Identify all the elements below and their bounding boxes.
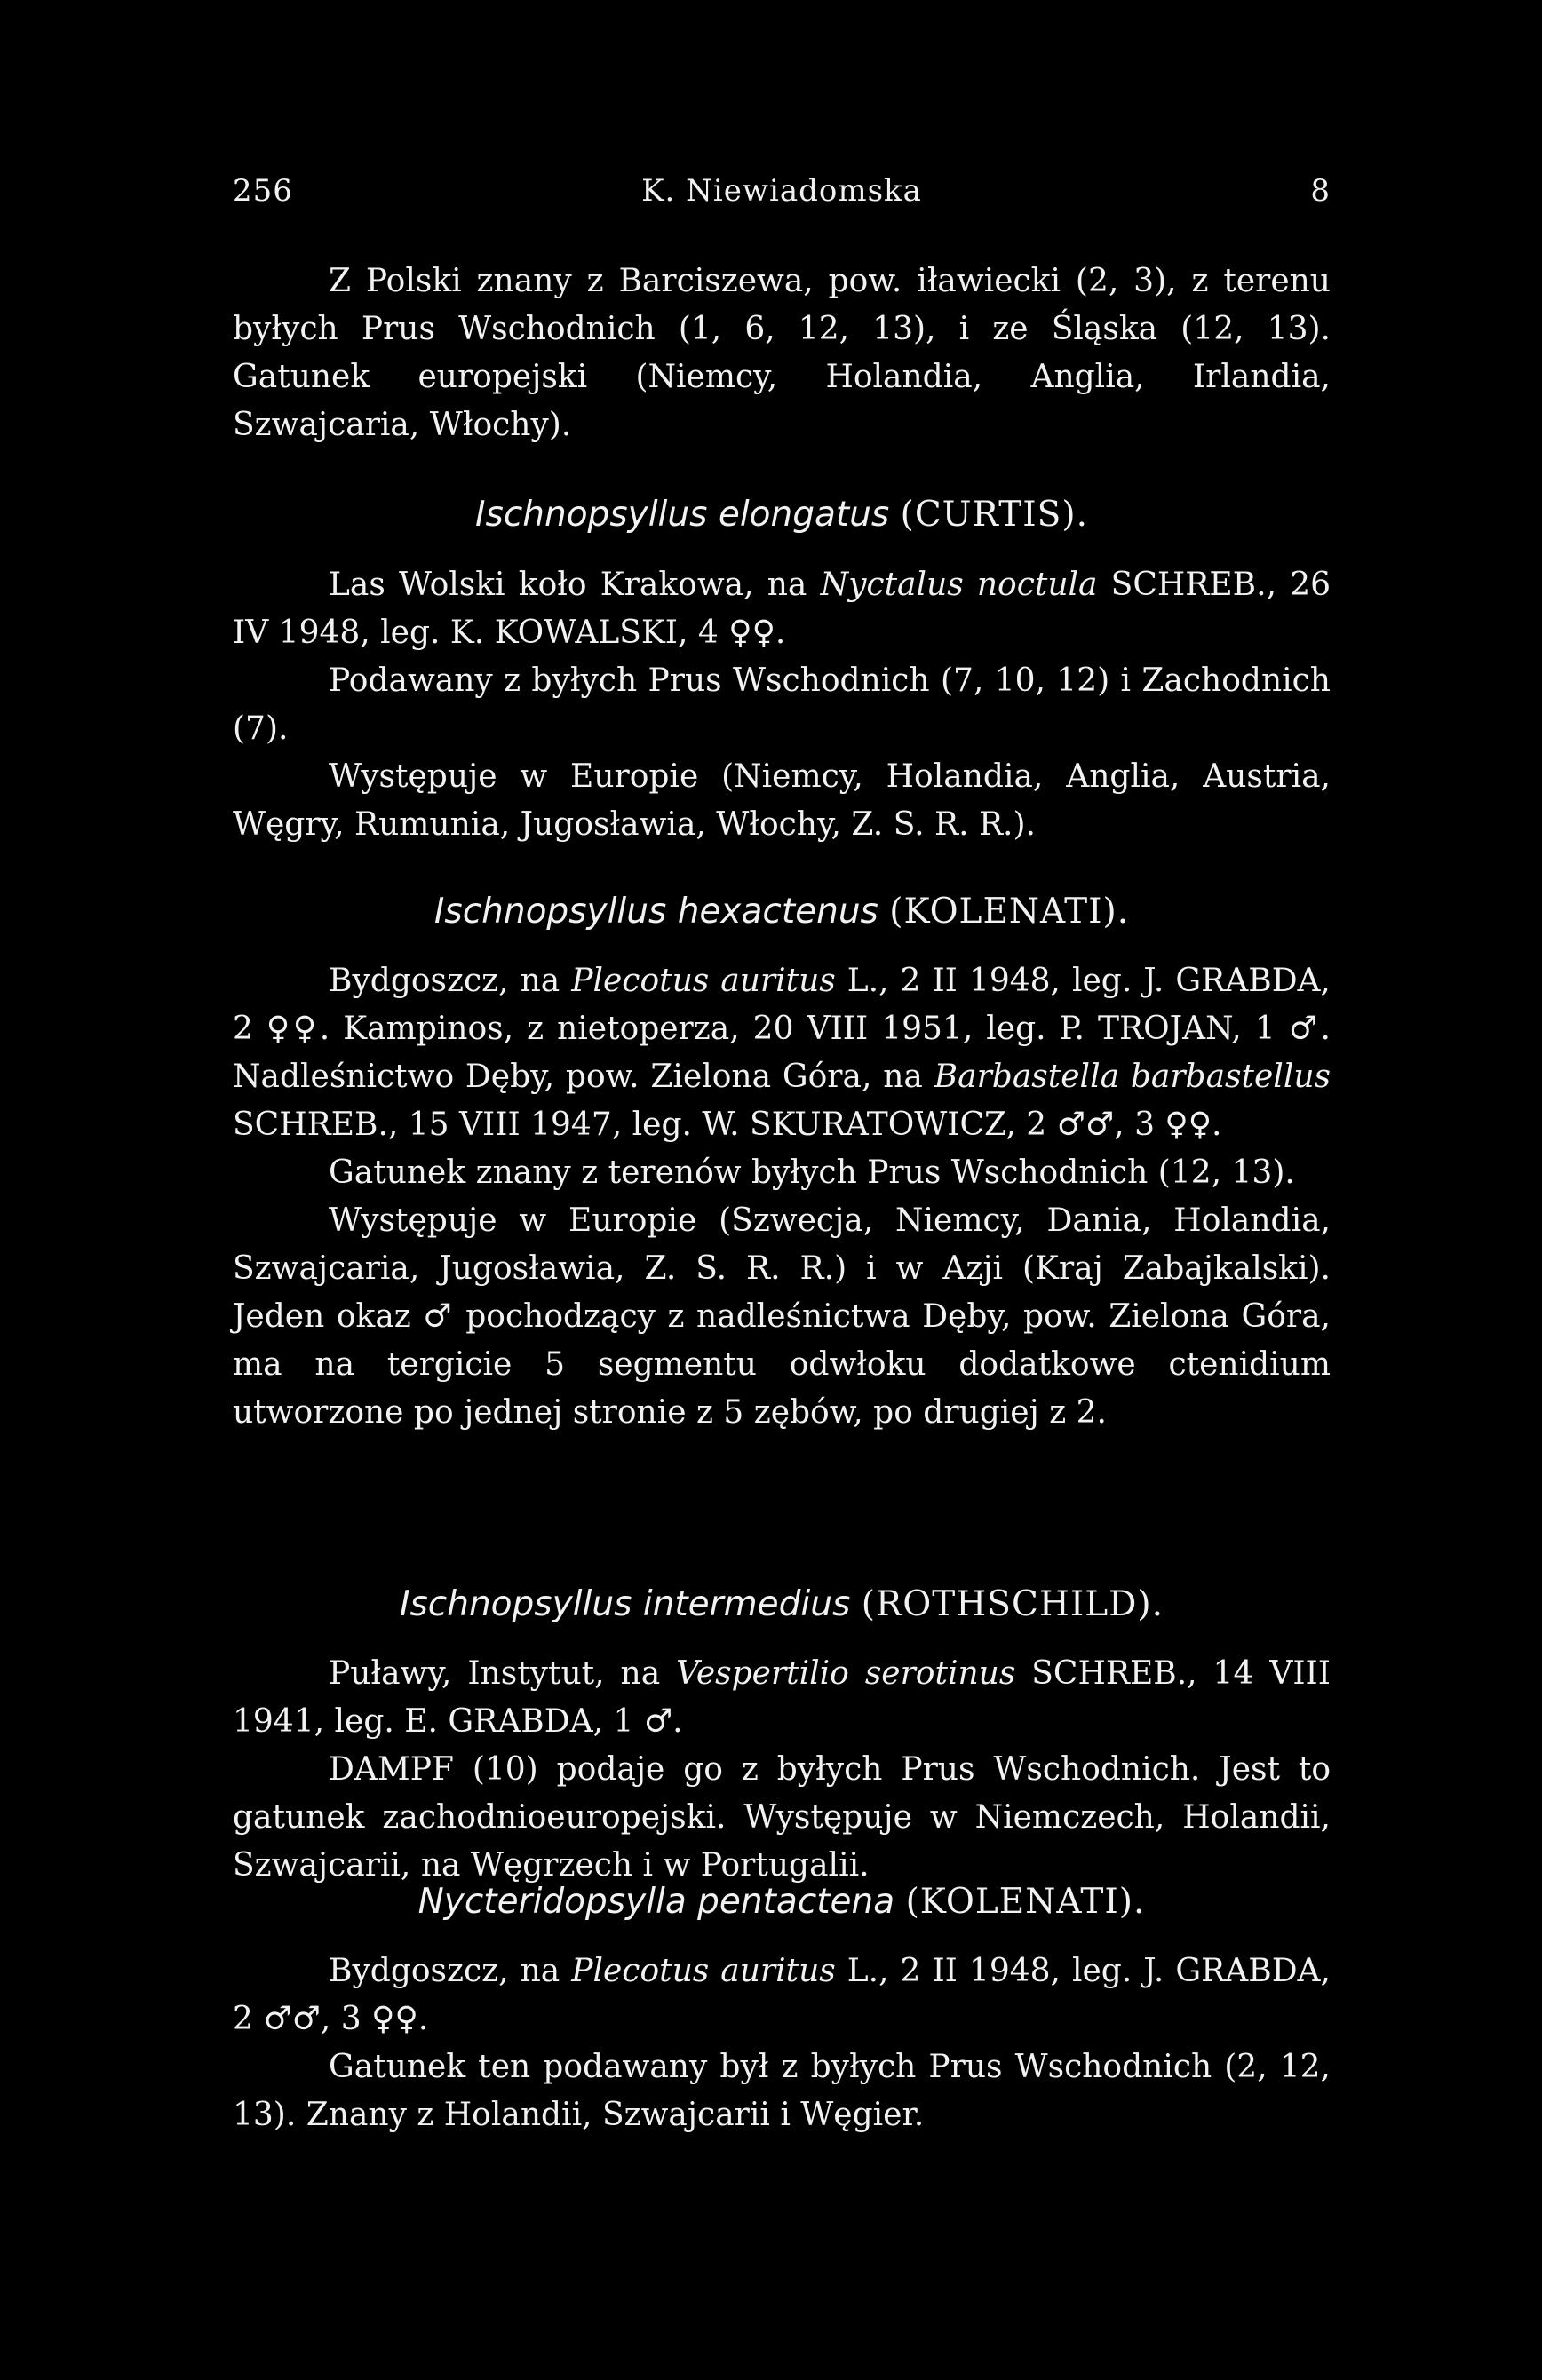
record-paragraph: Bydgoszcz, na Plecotus auritus L., 2 II 1948, leg. J. GRABDA, 2 ♂♂, 3 ♀♀.	[233, 1953, 1331, 2037]
intro-paragraph-block	[233, 258, 1331, 449]
record-paragraph: Bydgoszcz, na Plecotus auritus L., 2 II 1948, leg. J. GRABDA, 2 ♀♀. Kampinos, z nietoperza, 20 VIII 1951, leg. P. TROJAN, 1 ♂. Nadleśnictwo Dęby, pow. Zielona Góra, na Barbastella barbastellus SCHREB., 15 VIII 1947, leg. W. SKURATOWICZ, 2 ♂♂, 3 ♀♀.	[233, 963, 1331, 1143]
page-number: 256	[233, 173, 293, 209]
host-name: Nyctalus noctula	[820, 567, 1098, 603]
range-paragraph: Występuje w Europie (Szwecja, Niemcy, Dania, Holandia, Szwajcaria, Jugosławia, Z. S. R. R.) i w Azji (Kraj Zabajkalski). Jeden okaz ♂ pochodzący z nadleśnictwa Dęby, pow. Zielona Góra, ma na tergicie 5 segmentu odwłoku dodatkowe ctenidium utworzone po jednej stronie z 5 zębów, po drugiej z 2.	[233, 1202, 1331, 1431]
intro-paragraph: Z Polski znany z Barciszewa, pow. iławiecki (2, 3), z terenu byłych Prus Wschodnich (1, 6, 12, 13), i ze Śląska (12, 13). Gatunek europejski (Niemcy, Holandia, Anglia, Irlandia, Szwajcaria, Włochy).	[233, 263, 1331, 443]
species-author: (ROTHSCHILD).	[861, 1584, 1164, 1624]
species-author: (KOLENATI).	[889, 892, 1130, 932]
distribution-paragraph: Podawany z byłych Prus Wschodnich (7, 10, 12) i Zachodnich (7).	[233, 662, 1331, 747]
record-paragraph: Puławy, Instytut, na Vespertilio serotinus SCHREB., 14 VIII 1941, leg. E. GRABDA, 1 ♂.	[233, 1655, 1331, 1740]
species-name: Ischnopsyllus elongatus	[475, 495, 890, 535]
running-author: K. Niewiadomska	[641, 173, 922, 209]
section-body-intermedius	[233, 1650, 1331, 1890]
host-name: Plecotus auritus	[571, 1953, 836, 1989]
section-body-hexactenus	[233, 957, 1331, 1437]
species-name: Ischnopsyllus intermedius	[399, 1584, 851, 1624]
range-paragraph: Występuje w Europie (Niemcy, Holandia, Anglia, Austria, Węgry, Rumunia, Jugosławia, Włochy, Z. S. R. R.).	[233, 758, 1331, 843]
range-paragraph: DAMPF (10) podaje go z byłych Prus Wschodnich. Jest to gatunek zachodnioeuropejski. Występuje w Niemczech, Holandii, Szwajcarii, na Węgrzech i w Portugalii.	[233, 1751, 1331, 1884]
section-body-elongatus	[233, 561, 1331, 849]
species-heading-pentactena	[233, 1878, 1331, 1926]
species-name: Ischnopsyllus hexactenus	[433, 892, 878, 932]
host-name: Vespertilio serotinus	[676, 1655, 1016, 1692]
species-author: (KOLENATI).	[905, 1882, 1146, 1922]
species-heading-intermedius	[233, 1581, 1331, 1629]
range-paragraph: Gatunek ten podawany był z byłych Prus Wschodnich (2, 12, 13). Znany z Holandii, Szwajcarii i Węgier.	[233, 2049, 1331, 2133]
species-author: (CURTIS).	[900, 495, 1088, 535]
species-name: Nycteridopsylla pentactena	[417, 1882, 895, 1922]
species-heading-elongatus	[233, 491, 1331, 539]
host-name: Barbastella barbastellus	[934, 1059, 1331, 1095]
host-name: Plecotus auritus	[571, 963, 836, 999]
distribution-paragraph: Gatunek znany z terenów byłych Prus Wschodnich (12, 13).	[329, 1154, 1295, 1191]
page-header	[233, 173, 1331, 216]
section-number: 8	[1310, 173, 1331, 209]
record-paragraph: Las Wolski koło Krakowa, na Nyctalus noctula SCHREB., 26 IV 1948, leg. K. KOWALSKI, 4 ♀♀.	[233, 567, 1331, 651]
species-heading-hexactenus	[233, 888, 1331, 936]
section-body-pentactena	[233, 1948, 1331, 2139]
